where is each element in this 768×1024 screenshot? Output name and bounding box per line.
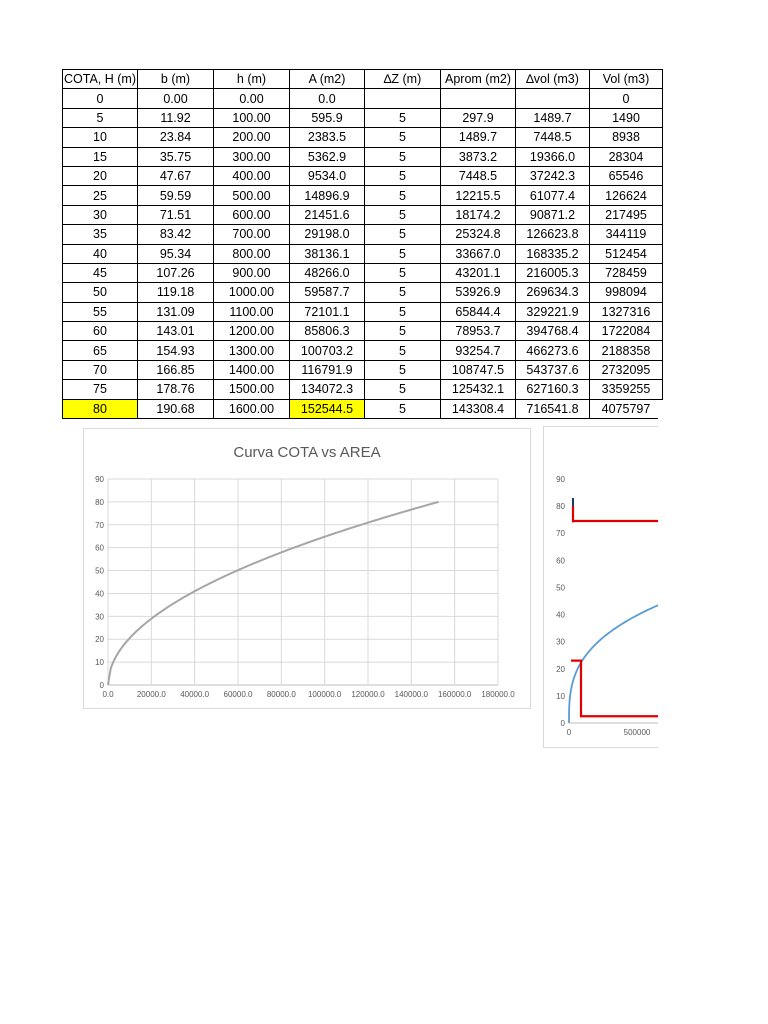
table-cell[interactable]: 9534.0 <box>290 166 365 185</box>
table-cell[interactable]: 119.18 <box>138 283 214 302</box>
y-tick-label: 40 <box>95 589 104 599</box>
x-tick-label: 0.0 <box>102 690 114 699</box>
table-cell[interactable]: 4075797 <box>590 399 663 418</box>
x-tick-label: 160000.0 <box>437 690 472 699</box>
y-tick-label: 80 <box>95 497 104 507</box>
chart-title: Curva COTA vs AREA <box>233 444 381 461</box>
page-right-margin <box>658 400 768 800</box>
table-cell[interactable]: 29198.0 <box>290 225 365 244</box>
table-cell[interactable]: 126624 <box>590 186 663 205</box>
table-cell[interactable]: 43201.1 <box>441 263 516 282</box>
table-cell[interactable]: 5 <box>365 128 441 147</box>
table-cell[interactable]: 0 <box>63 89 138 108</box>
table-cell[interactable]: 5 <box>365 341 441 360</box>
table-cell[interactable]: 60 <box>63 322 138 341</box>
table-cell[interactable]: 329221.9 <box>516 302 590 321</box>
table-cell[interactable]: 21451.6 <box>290 205 365 224</box>
table-cell[interactable]: 216005.3 <box>516 263 590 282</box>
y-tick-label: 0 <box>99 681 104 690</box>
table-cell[interactable]: 131.09 <box>138 302 214 321</box>
x-tick-label: 120000.0 <box>351 690 385 699</box>
table-cell[interactable]: 11.92 <box>138 108 214 127</box>
table-cell[interactable]: 116791.9 <box>290 360 365 379</box>
column-header: ∆vol (m3) <box>516 70 590 89</box>
table-cell[interactable]: 1100.00 <box>214 302 290 321</box>
table-cell[interactable]: 35 <box>63 225 138 244</box>
column-header: Vol (m3) <box>590 70 663 89</box>
y-tick-label: 80 <box>556 502 565 512</box>
column-header: COTA, H (m) <box>63 70 138 89</box>
table-cell[interactable]: 37242.3 <box>516 166 590 185</box>
table-cell[interactable]: 40 <box>63 244 138 263</box>
table-cell[interactable]: 80 <box>63 399 138 418</box>
table-cell[interactable]: 154.93 <box>138 341 214 360</box>
table-cell[interactable]: 1327316 <box>590 302 663 321</box>
x-tick-label: 0 <box>566 728 572 737</box>
table-cell[interactable]: 25 <box>63 186 138 205</box>
table-cell[interactable]: 2383.5 <box>290 128 365 147</box>
table-cell[interactable]: 200.00 <box>214 128 290 147</box>
table-row <box>63 341 663 360</box>
table-row <box>63 263 663 282</box>
y-tick-label: 40 <box>556 610 565 620</box>
table-cell[interactable]: 217495 <box>590 205 663 224</box>
table-row <box>63 166 663 185</box>
table-cell[interactable]: 5 <box>365 166 441 185</box>
table-cell[interactable]: 23.84 <box>138 128 214 147</box>
y-tick-label: 30 <box>556 637 565 647</box>
data-table <box>62 69 663 419</box>
table-row <box>63 399 663 418</box>
table-row <box>63 360 663 379</box>
table-cell[interactable]: 15 <box>63 147 138 166</box>
table-row <box>63 186 663 205</box>
table-row <box>63 283 663 302</box>
table-cell[interactable]: 19366.0 <box>516 147 590 166</box>
table-row <box>63 380 663 399</box>
y-tick-label: 10 <box>556 691 565 701</box>
table-cell[interactable]: 0.0 <box>290 89 365 108</box>
table-cell[interactable]: 100703.2 <box>290 341 365 360</box>
table-cell[interactable]: 543737.6 <box>516 360 590 379</box>
x-tick-label: 140000.0 <box>394 690 429 699</box>
table-cell[interactable]: 900.00 <box>214 263 290 282</box>
table-cell[interactable] <box>516 89 590 108</box>
y-tick-label: 90 <box>95 475 104 484</box>
table-cell[interactable]: 1489.7 <box>516 108 590 127</box>
table-cell[interactable]: 297.9 <box>441 108 516 127</box>
table-cell[interactable]: 5 <box>365 147 441 166</box>
table-cell[interactable]: 5 <box>365 302 441 321</box>
y-tick-label: 50 <box>95 566 104 576</box>
table-cell[interactable]: 1489.7 <box>441 128 516 147</box>
table-row <box>63 244 663 263</box>
table-cell[interactable]: 1722084 <box>590 322 663 341</box>
y-tick-label: 60 <box>95 543 104 553</box>
table-cell[interactable]: 100.00 <box>214 108 290 127</box>
table-cell[interactable]: 61077.4 <box>516 186 590 205</box>
table-cell[interactable]: 728459 <box>590 263 663 282</box>
table-cell[interactable]: 53926.9 <box>441 283 516 302</box>
table-cell[interactable]: 30 <box>63 205 138 224</box>
table-cell[interactable]: 700.00 <box>214 225 290 244</box>
table-cell[interactable]: 47.67 <box>138 166 214 185</box>
column-header: Aprom (m2) <box>441 70 516 89</box>
table-cell[interactable]: 2188358 <box>590 341 663 360</box>
table-cell[interactable]: 5 <box>365 225 441 244</box>
table-cell[interactable]: 70 <box>63 360 138 379</box>
table-cell[interactable]: 72101.1 <box>290 302 365 321</box>
table-cell[interactable]: 108747.5 <box>441 360 516 379</box>
table-cell[interactable]: 65546 <box>590 166 663 185</box>
table-cell[interactable]: 3873.2 <box>441 147 516 166</box>
table-cell[interactable]: 8938 <box>590 128 663 147</box>
table-cell[interactable]: 1500.00 <box>214 380 290 399</box>
y-tick-label: 20 <box>95 635 104 645</box>
y-tick-label: 50 <box>556 583 565 593</box>
table-cell[interactable]: 1600.00 <box>214 399 290 418</box>
table-row <box>63 322 663 341</box>
table-cell[interactable]: 5 <box>365 380 441 399</box>
table-cell[interactable]: 83.42 <box>138 225 214 244</box>
table-cell[interactable]: 400.00 <box>214 166 290 185</box>
table-cell[interactable]: 125432.1 <box>441 380 516 399</box>
y-tick-label: 60 <box>556 556 565 566</box>
table-cell[interactable]: 10 <box>63 128 138 147</box>
chart-cota-vs-area[interactable] <box>83 428 531 709</box>
column-header: A (m2) <box>290 70 365 89</box>
table-cell[interactable]: 800.00 <box>214 244 290 263</box>
table-cell[interactable]: 95.34 <box>138 244 214 263</box>
y-tick-label: 0 <box>560 719 565 728</box>
table-cell[interactable]: 5 <box>63 108 138 127</box>
table-cell[interactable]: 5 <box>365 205 441 224</box>
table-cell[interactable]: 5 <box>365 322 441 341</box>
chart-1-svg <box>84 429 530 708</box>
table-cell[interactable]: 75 <box>63 380 138 399</box>
column-header: h (m) <box>214 70 290 89</box>
table-cell[interactable]: 5 <box>365 244 441 263</box>
table-cell[interactable]: 1000.00 <box>214 283 290 302</box>
table-cell[interactable]: 78953.7 <box>441 322 516 341</box>
table-cell[interactable]: 50 <box>63 283 138 302</box>
table-cell[interactable]: 2732095 <box>590 360 663 379</box>
table-cell[interactable]: 0 <box>590 89 663 108</box>
y-tick-label: 20 <box>556 664 565 674</box>
table-row <box>63 225 663 244</box>
table-cell[interactable]: 28304 <box>590 147 663 166</box>
table-cell[interactable]: 5 <box>365 186 441 205</box>
table-cell[interactable] <box>441 89 516 108</box>
x-tick-label: 500000 <box>623 728 651 737</box>
y-tick-label: 30 <box>95 612 104 622</box>
table-cell[interactable]: 59.59 <box>138 186 214 205</box>
table-cell[interactable]: 3359255 <box>590 380 663 399</box>
table-row <box>63 128 663 147</box>
table-cell[interactable]: 18174.2 <box>441 205 516 224</box>
table-cell[interactable]: 466273.6 <box>516 341 590 360</box>
table-cell[interactable]: 12215.5 <box>441 186 516 205</box>
table-cell[interactable]: 716541.8 <box>516 399 590 418</box>
table-cell[interactable]: 152544.5 <box>290 399 365 418</box>
table-cell[interactable]: 5 <box>365 108 441 127</box>
table-cell[interactable]: 5 <box>365 360 441 379</box>
table-row <box>63 89 663 108</box>
table-cell[interactable]: 5362.9 <box>290 147 365 166</box>
table-cell[interactable]: 500.00 <box>214 186 290 205</box>
table-cell[interactable]: 627160.3 <box>516 380 590 399</box>
table-cell[interactable]: 300.00 <box>214 147 290 166</box>
table-cell[interactable]: 20 <box>63 166 138 185</box>
table-cell[interactable]: 168335.2 <box>516 244 590 263</box>
table-header-row <box>63 70 663 89</box>
table-cell[interactable]: 143308.4 <box>441 399 516 418</box>
table-row <box>63 147 663 166</box>
table-cell[interactable]: 0.00 <box>138 89 214 108</box>
x-tick-label: 40000.0 <box>180 690 210 699</box>
table-cell[interactable]: 269634.3 <box>516 283 590 302</box>
x-tick-label: 80000.0 <box>266 690 296 699</box>
table-cell[interactable]: 65844.4 <box>441 302 516 321</box>
y-tick-label: 70 <box>556 529 565 539</box>
table-cell[interactable]: 600.00 <box>214 205 290 224</box>
table-cell[interactable]: 1200.00 <box>214 322 290 341</box>
table-cell[interactable]: 7448.5 <box>441 166 516 185</box>
table-row <box>63 108 663 127</box>
table-cell[interactable]: 5 <box>365 399 441 418</box>
table-cell[interactable]: 45 <box>63 263 138 282</box>
table-cell[interactable]: 344119 <box>590 225 663 244</box>
table-cell[interactable]: 65 <box>63 341 138 360</box>
table-cell[interactable]: 90871.2 <box>516 205 590 224</box>
table-cell[interactable]: 107.26 <box>138 263 214 282</box>
table-cell[interactable]: 71.51 <box>138 205 214 224</box>
table-cell[interactable]: 1490 <box>590 108 663 127</box>
y-tick-label: 10 <box>95 658 104 668</box>
table-cell[interactable]: 394768.4 <box>516 322 590 341</box>
table-cell[interactable]: 143.01 <box>138 322 214 341</box>
table-row <box>63 302 663 321</box>
x-tick-label: 60000.0 <box>223 690 253 699</box>
x-tick-label: 20000.0 <box>136 690 166 699</box>
x-tick-label: 100000.0 <box>307 690 342 699</box>
table-cell[interactable]: 998094 <box>590 283 663 302</box>
column-header: b (m) <box>138 70 214 89</box>
table-cell[interactable]: 126623.8 <box>516 225 590 244</box>
table-cell[interactable]: 178.76 <box>138 380 214 399</box>
table-cell[interactable] <box>365 89 441 108</box>
table-cell[interactable]: 48266.0 <box>290 263 365 282</box>
table-cell[interactable]: 25324.8 <box>441 225 516 244</box>
table-cell[interactable]: 5 <box>365 283 441 302</box>
table-cell[interactable]: 85806.3 <box>290 322 365 341</box>
table-cell[interactable]: 166.85 <box>138 360 214 379</box>
table-cell[interactable]: 59587.7 <box>290 283 365 302</box>
table-row <box>63 205 663 224</box>
table-cell[interactable]: 35.75 <box>138 147 214 166</box>
table-cell[interactable]: 0.00 <box>214 89 290 108</box>
table-cell[interactable]: 14896.9 <box>290 186 365 205</box>
table-cell[interactable]: 1300.00 <box>214 341 290 360</box>
table-cell[interactable]: 7448.5 <box>516 128 590 147</box>
table-cell[interactable]: 5 <box>365 263 441 282</box>
y-tick-label: 70 <box>95 520 104 530</box>
table-cell[interactable]: 93254.7 <box>441 341 516 360</box>
table-cell[interactable]: 595.9 <box>290 108 365 127</box>
table-cell[interactable]: 512454 <box>590 244 663 263</box>
column-header: ∆Z (m) <box>365 70 441 89</box>
y-tick-label: 90 <box>556 475 565 484</box>
table-cell[interactable]: 134072.3 <box>290 380 365 399</box>
table-cell[interactable]: 190.68 <box>138 399 214 418</box>
table-cell[interactable]: 38136.1 <box>290 244 365 263</box>
table-cell[interactable]: 1400.00 <box>214 360 290 379</box>
table-cell[interactable]: 33667.0 <box>441 244 516 263</box>
x-tick-label: 180000.0 <box>481 690 515 699</box>
table-cell[interactable]: 55 <box>63 302 138 321</box>
